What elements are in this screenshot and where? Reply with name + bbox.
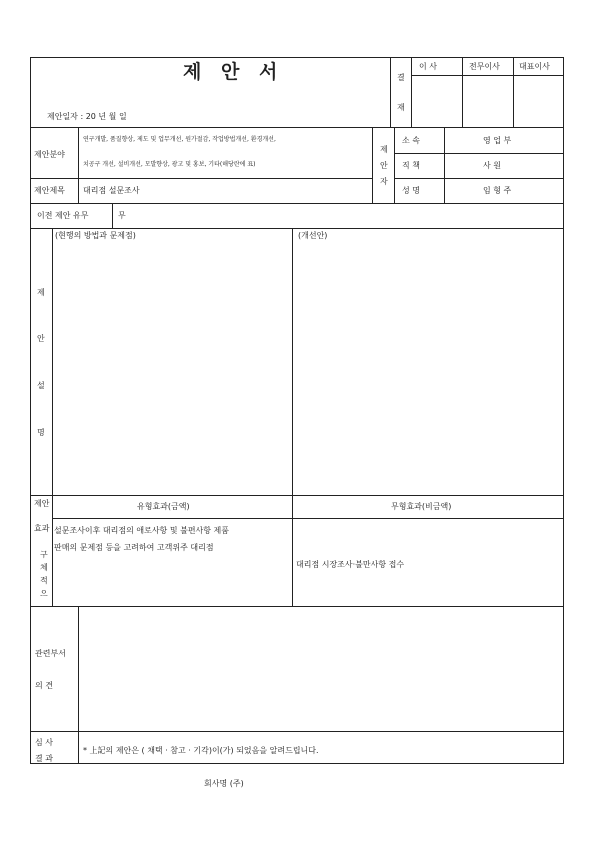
effects-label-char-2: 체	[40, 563, 48, 572]
proposer-name-label: 성 명	[402, 186, 420, 195]
approval-sign-box-director[interactable]	[412, 76, 462, 127]
proposer-dept-label: 소 속	[402, 136, 420, 145]
effects-label-char-4: 으	[40, 589, 48, 598]
current-method-area[interactable]	[54, 244, 290, 494]
proposer-label-char-3: 자	[380, 177, 388, 186]
intangible-effect-label: 무형효과(비금액)	[391, 502, 452, 511]
dept-opinion-area[interactable]	[80, 608, 562, 730]
subject-value[interactable]: 대리점 설문조사	[83, 186, 140, 195]
field-options-line-1[interactable]: 연구개발, 품질향상, 제도 및 업무개선, 원가절감, 작업방법개선, 환경개선,	[83, 136, 276, 143]
tangible-effect-line-2[interactable]: 판매의 문제점 등을 고려하여 고객위주 대리점	[54, 543, 214, 552]
tangible-effect-label: 유형효과(금액)	[137, 502, 190, 511]
tangible-effect-line-1[interactable]: 설문조사이후 대리점의 애로사항 및 불편사항 제품	[54, 526, 230, 535]
review-result-text[interactable]: * 上記의 제안은 ( 채택 · 참고 · 기각)이(가) 되었음을 알려드립니다.	[83, 746, 319, 755]
improvement-area[interactable]	[294, 244, 562, 494]
intangible-effect-value[interactable]: 대리점 시장조사·불만사항 접수	[296, 560, 405, 569]
review-label-line-1: 심 사	[35, 738, 53, 747]
effects-label-char-3: 적	[40, 576, 48, 585]
field-label: 제안분야	[34, 150, 65, 159]
previous-label: 이전 제안 유무	[37, 211, 89, 220]
effects-label-mid: 효과	[34, 524, 50, 533]
proposer-position-value[interactable]: 사 원	[483, 161, 501, 170]
effects-label-char-1: 구	[40, 550, 48, 559]
previous-value[interactable]: 무	[118, 211, 126, 220]
explanation-label-char-4: 명	[37, 428, 45, 437]
improvement-label: (개선안)	[298, 231, 328, 240]
explanation-label-char-1: 제	[37, 288, 45, 297]
approval-label-char-1: 결	[397, 73, 405, 82]
explanation-label-char-2: 안	[37, 334, 45, 343]
dept-opinion-label-line-2: 의 견	[35, 681, 53, 690]
dept-opinion-label-line-1: 관련부서	[35, 649, 66, 658]
form-title-char-2: 안	[221, 61, 240, 83]
subject-label: 제안제목	[34, 186, 65, 195]
review-label-line-2: 결 과	[35, 754, 53, 763]
date-label: 제안일자 : 20 년 월 일	[47, 112, 127, 121]
approval-sign-box-managing-director[interactable]	[463, 76, 513, 127]
proposer-label-char-2: 안	[380, 161, 388, 170]
explanation-label-char-3: 설	[37, 381, 45, 390]
approval-sign-box-ceo[interactable]	[514, 76, 563, 127]
company-name: 회사명 (주)	[204, 779, 244, 788]
proposer-name-value[interactable]: 임 형 주	[483, 186, 512, 195]
approval-header-director: 이 사	[419, 62, 437, 71]
approval-label-char-2: 재	[397, 103, 405, 112]
form-title-char-1: 제	[183, 61, 202, 83]
field-options-line-2[interactable]: 치공구 개선, 설비개선, 모발향상, 광고 및 홍보, 기타(해당란에 표)	[83, 161, 256, 168]
effects-label-top: 제안	[34, 499, 50, 508]
current-method-label: (현행의 방법과 문제점)	[55, 231, 136, 240]
approval-header-managing-director: 전무이사	[469, 62, 500, 71]
proposer-dept-value[interactable]: 영 업 부	[483, 136, 512, 145]
form-title-char-3: 서	[259, 61, 278, 83]
approval-header-ceo: 대표이사	[519, 62, 550, 71]
proposer-label-char-1: 제	[380, 145, 388, 154]
proposer-position-label: 직 책	[402, 161, 420, 170]
